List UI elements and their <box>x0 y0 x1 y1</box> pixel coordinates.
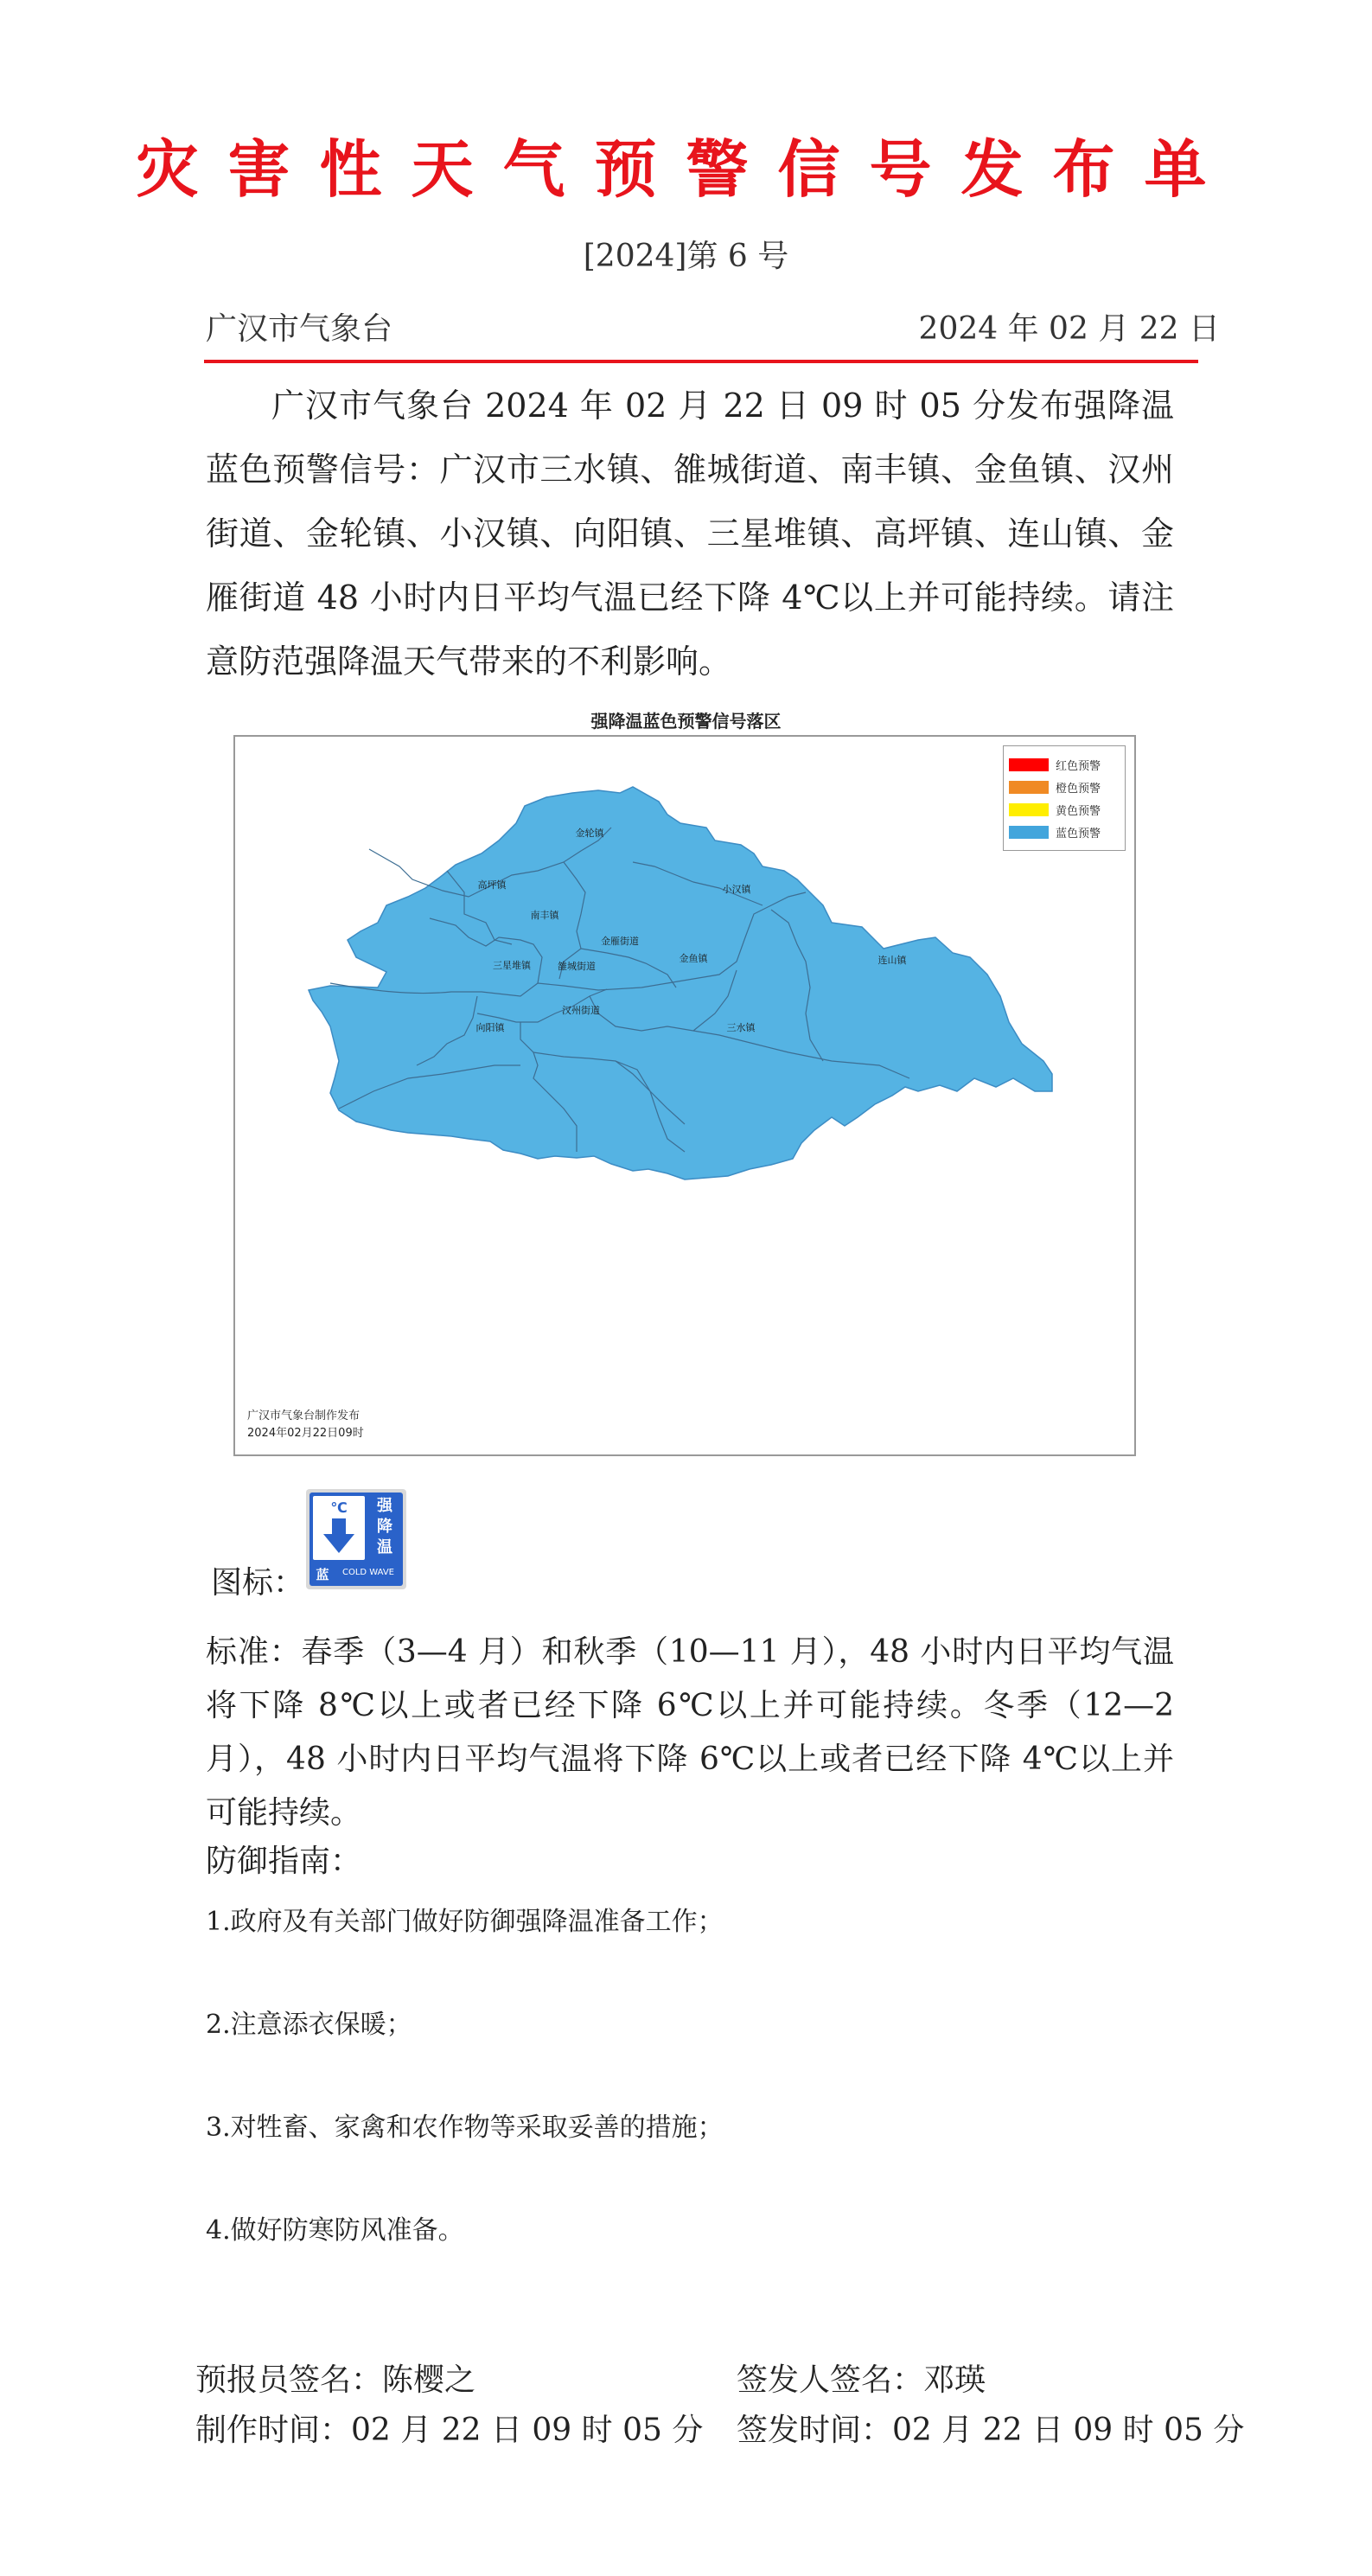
town-label: 向阳镇 <box>475 1022 505 1033</box>
warning-map <box>233 735 1136 1456</box>
issuer-name: 广汉市气象台 <box>206 311 393 347</box>
guide-item: 3.对牲畜、家禽和农作物等采取妥善的措施； <box>206 2113 724 2143</box>
map-legend <box>1003 745 1126 851</box>
legend-label: 橙色预警 <box>1056 782 1101 796</box>
guide-item: 4.做好防寒防风准备。 <box>206 2215 464 2246</box>
legend-item-yellow <box>1009 798 1120 821</box>
signal-level: 蓝 <box>316 1567 329 1582</box>
document-title: 灾害性天气预警信号发布单 <box>136 132 1236 206</box>
warning-standard: 标准：春季（3—4 月）和秋季（10—11 月），48 小时内日平均气温将下降 8℃以上或者已经下降 6℃以上并可能持续。冬季（12—2 月），48 小时内日平均气温将下降 6℃以上或者已经下降 4℃以上并可能持续。 <box>206 1634 1174 1831</box>
icon-label: 图标： <box>211 1565 305 1601</box>
legend-swatch <box>1009 781 1049 794</box>
town-label: 三星堆镇 <box>493 960 531 971</box>
legend-swatch <box>1009 758 1049 771</box>
guide-item: 1.政府及有关部门做好防御强降温准备工作； <box>206 1907 724 1937</box>
map-title: 强降温蓝色预警信号落区 <box>590 711 782 732</box>
town-label: 三水镇 <box>726 1022 756 1033</box>
guide-item: 2.注意添衣保暖； <box>206 2010 412 2040</box>
celsius-icon: ℃ <box>330 1499 348 1516</box>
issue-date: 2024 年 02 月 22 日 <box>918 311 1220 347</box>
issuer-signature: 签发人签名：邓瑛 <box>737 2362 986 2398</box>
legend-label: 红色预警 <box>1056 759 1101 773</box>
credit-timestamp: 2024年02月22日09时 <box>247 1427 364 1440</box>
town-label: 雒城街道 <box>558 961 596 972</box>
signal-icon-body <box>309 1493 403 1586</box>
town-label: 高坪镇 <box>477 879 507 891</box>
cold-wave-blue-signal-icon <box>306 1489 406 1589</box>
guide-heading: 防御指南： <box>206 1844 362 1879</box>
legend-item-blue <box>1009 821 1120 843</box>
signal-english: COLD WAVE <box>341 1568 394 1577</box>
legend-item-orange <box>1009 776 1120 798</box>
legend-item-red <box>1009 753 1120 776</box>
town-label: 金鱼镇 <box>679 953 708 964</box>
credit-line: 广汉市气象台制作发布 <box>247 1409 361 1422</box>
announcement-text: 广汉市气象台 2024 年 02 月 22 日 09 时 05 分发布强降温蓝色预警信号：广汉市三水镇、雒城街道、南丰镇、金鱼镇、汉州街道、金轮镇、小汉镇、向阳镇、三星堆镇、高坪镇、连山镇、金雁街道 48 小时内日平均气温已经下降 4℃以上并可能持续。请注意防范强降温天气带来的不利影响。 <box>206 387 1174 681</box>
legend-label: 黄色预警 <box>1056 804 1101 818</box>
town-label: 小汉镇 <box>722 884 751 895</box>
town-label: 南丰镇 <box>530 910 559 921</box>
down-arrow-icon <box>313 1496 365 1560</box>
document-number: [2024]第 6 号 <box>583 239 789 274</box>
issue-time: 签发时间：02 月 22 日 09 时 05 分 <box>737 2413 1245 2448</box>
signal-title <box>370 1496 399 1558</box>
legend-label: 蓝色预警 <box>1056 827 1101 841</box>
town-label: 金轮镇 <box>575 828 604 839</box>
legend-swatch <box>1009 803 1049 816</box>
map-credit <box>247 1408 364 1442</box>
signal-title-char: 强 <box>377 1497 392 1515</box>
header-divider <box>204 360 1198 363</box>
town-label: 连山镇 <box>877 955 907 966</box>
legend-swatch <box>1009 826 1049 839</box>
town-label: 汉州街道 <box>562 1005 600 1016</box>
signal-title-char: 温 <box>377 1538 392 1556</box>
map-svg <box>235 737 1134 1454</box>
town-label: 金雁街道 <box>601 936 639 947</box>
signal-title-char: 降 <box>377 1518 392 1536</box>
thermometer-panel <box>313 1496 365 1560</box>
production-time: 制作时间：02 月 22 日 09 时 05 分 <box>195 2413 704 2448</box>
forecaster-signature: 预报员签名：陈樱之 <box>195 2362 476 2398</box>
